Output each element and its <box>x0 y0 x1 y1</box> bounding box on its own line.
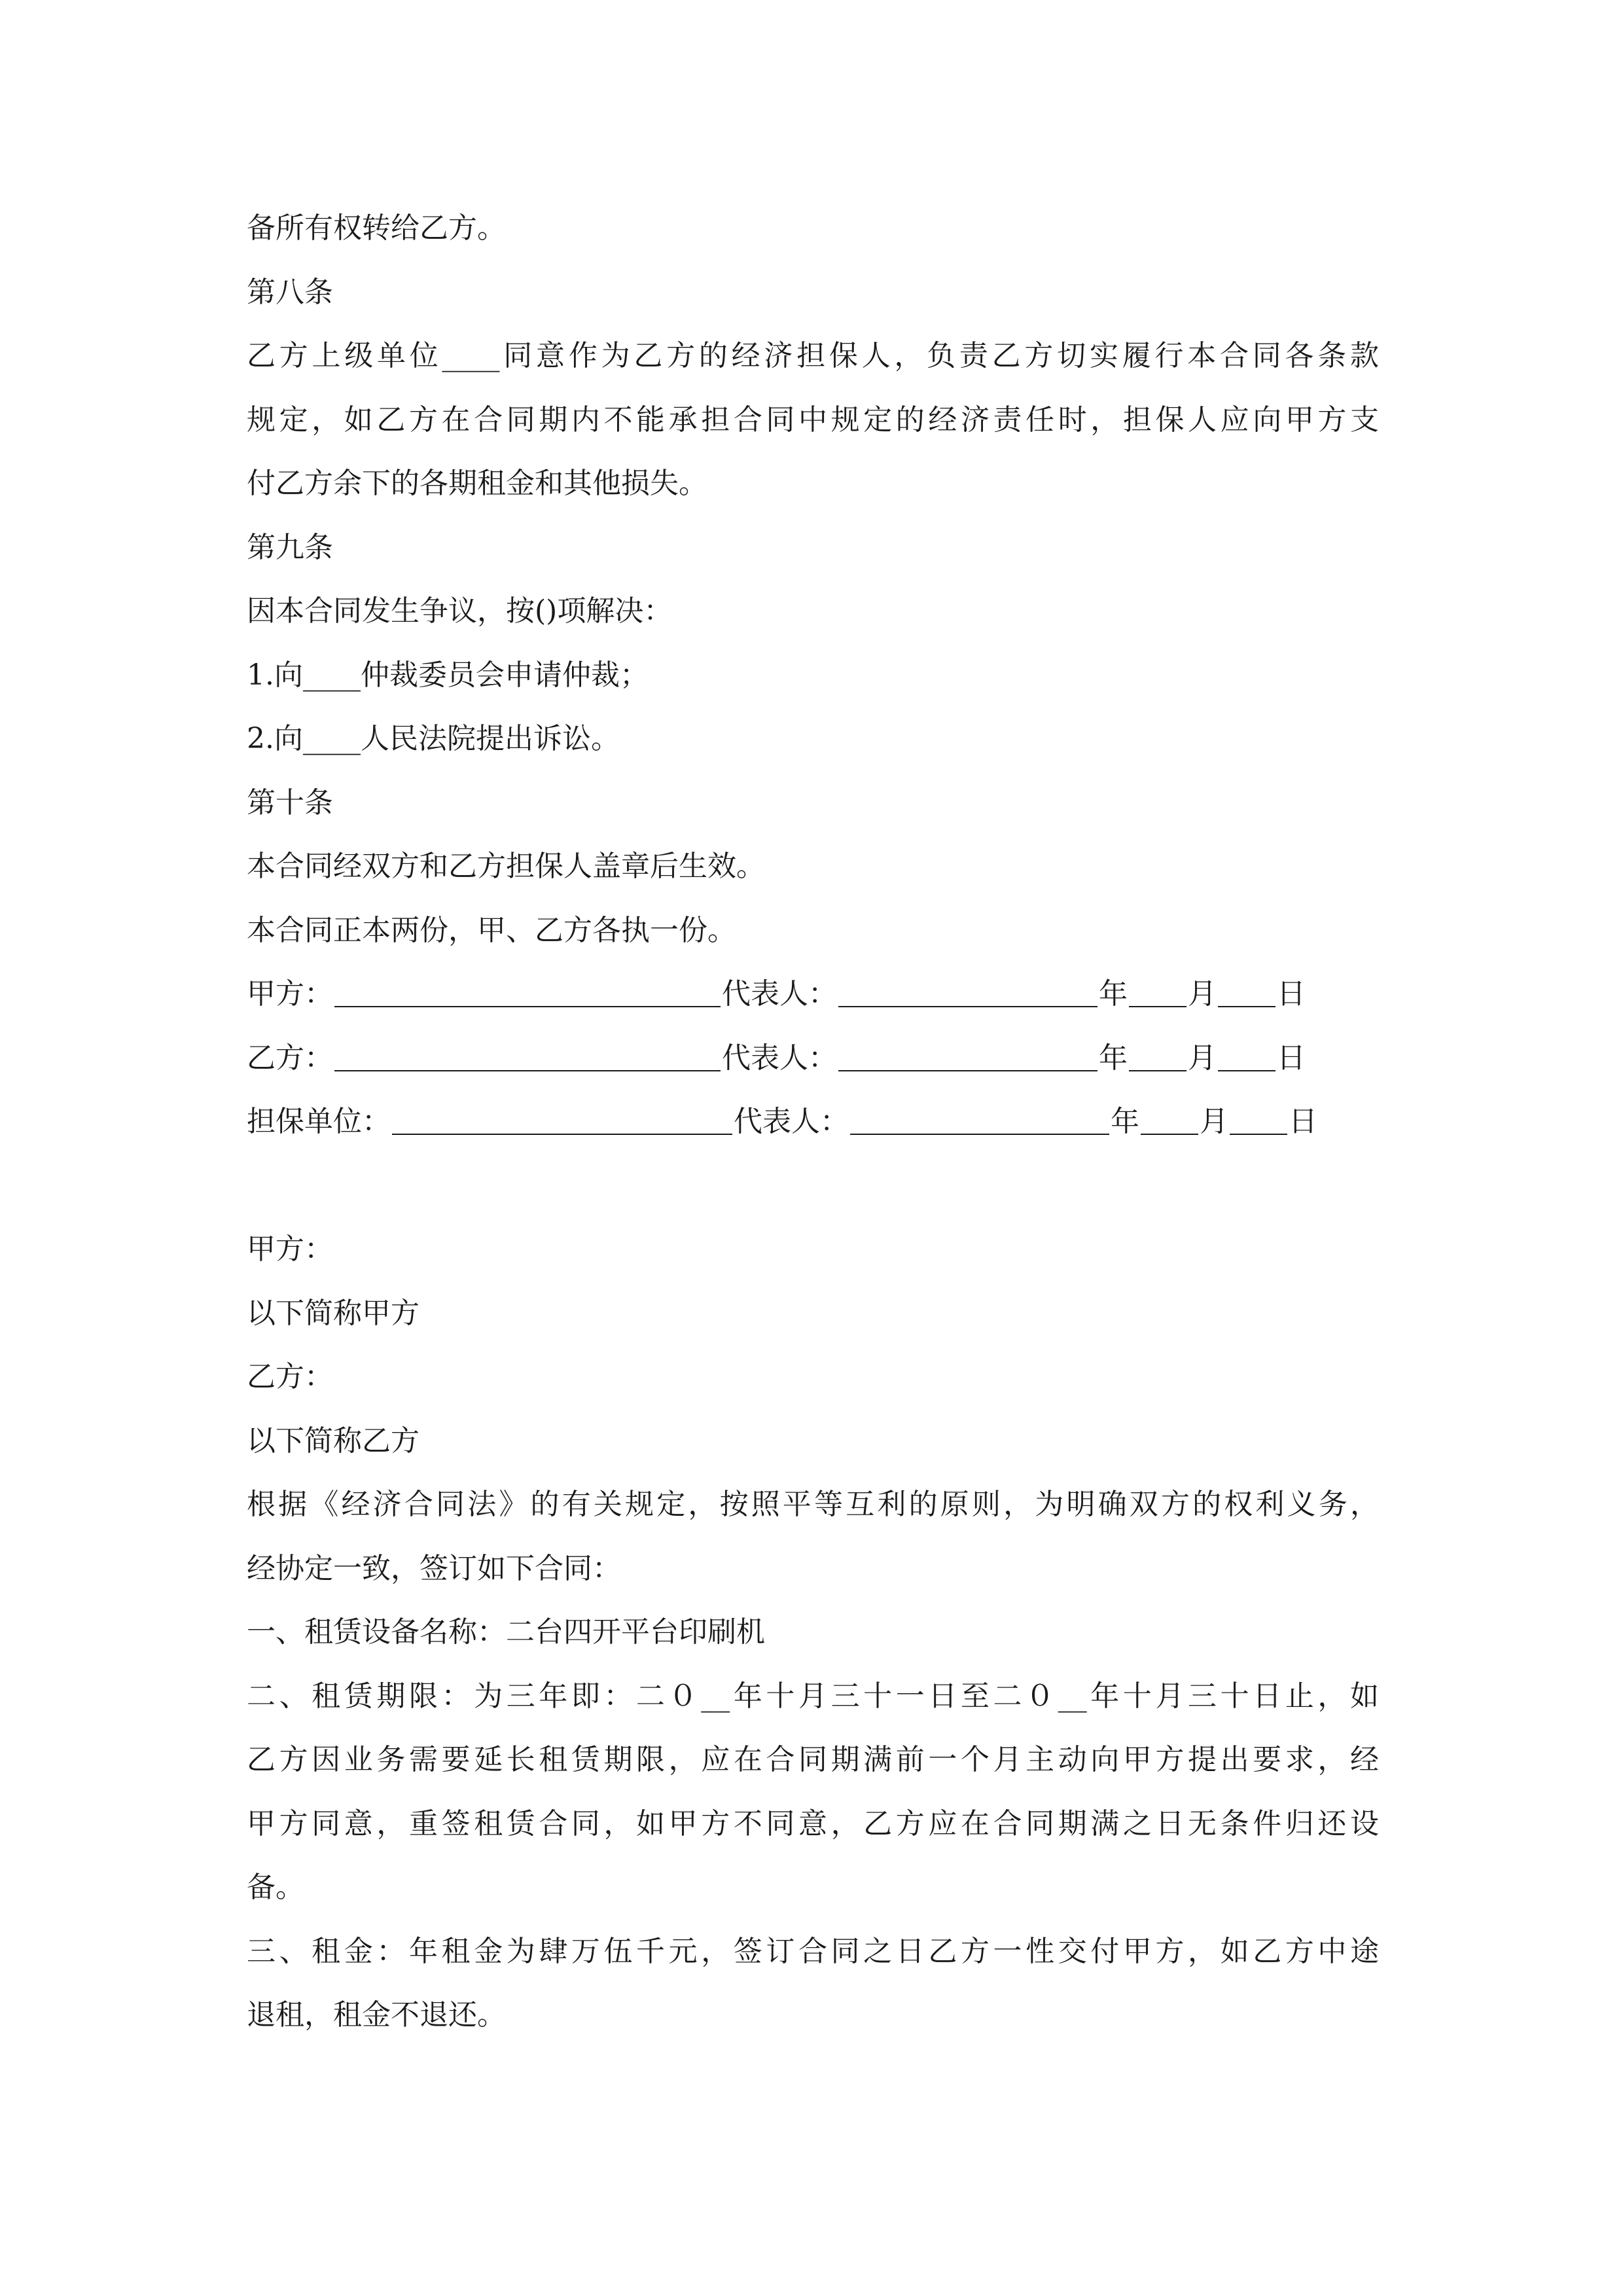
representative-blank <box>838 976 1097 1007</box>
text-line: 以下简称乙方 <box>247 1424 419 1458</box>
year-label: 年 <box>1099 977 1128 1011</box>
list-item: 2.向____人民法院提出诉讼。 <box>247 722 620 755</box>
paragraph <box>247 1920 1379 2047</box>
month-blank <box>1129 976 1186 1007</box>
party-line: 甲方： <box>247 1232 333 1266</box>
text-line: 因本合同发生争议，按()项解决： <box>247 594 673 628</box>
day-label: 日 <box>1277 1041 1306 1075</box>
article-heading: 第九条 <box>247 530 333 564</box>
article-heading: 第十条 <box>247 785 333 819</box>
text-line: 甲方同意，重签租赁合同，如甲方不同意，乙方应在合同期满之日无条件归还设 <box>247 1806 1379 1840</box>
text-line: 备。 <box>247 1871 304 1904</box>
month-blank <box>1129 1040 1186 1071</box>
day-label: 日 <box>1277 977 1306 1011</box>
party-line: 乙方： <box>247 1360 333 1393</box>
day-label: 日 <box>1289 1105 1317 1138</box>
representative-label: 代表人： <box>722 977 837 1011</box>
month-label: 月 <box>1200 1105 1228 1138</box>
text-line: 备所有权转给乙方。 <box>247 211 506 245</box>
text-line: 本合同正本两份，甲、乙方各执一份。 <box>247 913 736 947</box>
clause-line: 一、租赁设备名称：二台四开平台印刷机 <box>247 1615 765 1649</box>
month-label: 月 <box>1188 977 1217 1011</box>
month-blank <box>1141 1103 1198 1135</box>
text-line: 付乙方余下的各期租金和其他损失。 <box>247 467 707 500</box>
text-line: 规定，如乙方在合同期内不能承担合同中规定的经济责任时，担保人应向甲方支 <box>247 403 1379 437</box>
text-line: 退租，租金不退还。 <box>247 1998 506 2032</box>
paragraph <box>247 1473 1379 1600</box>
year-label: 年 <box>1099 1041 1128 1075</box>
representative-label: 代表人： <box>734 1105 849 1138</box>
paragraph <box>247 324 1379 516</box>
clause-line: 三、租金：年租金为肆万伍千元，签订合同之日乙方一性交付甲方，如乙方中途 <box>247 1934 1379 1968</box>
party-name-blank <box>334 1040 721 1071</box>
contract-page <box>247 196 1379 2047</box>
signature-row <box>247 1026 1379 1090</box>
representative-label: 代表人： <box>722 1041 837 1075</box>
day-blank <box>1218 976 1275 1007</box>
party-label: 甲方： <box>247 977 333 1011</box>
paragraph <box>247 1664 1379 1920</box>
text-line: 乙方上级单位____同意作为乙方的经济担保人，负责乙方切实履行本合同各条款 <box>247 339 1379 372</box>
article-heading: 第八条 <box>247 275 333 309</box>
year-label: 年 <box>1111 1105 1139 1138</box>
text-line: 乙方因业务需要延长租赁期限，应在合同期满前一个月主动向甲方提出要求，经 <box>247 1743 1379 1776</box>
text-line: 本合同经双方和乙方担保人盖章后生效。 <box>247 850 765 883</box>
party-label: 乙方： <box>247 1041 333 1075</box>
text-line: 经协定一致，签订如下合同： <box>247 1551 621 1585</box>
day-blank <box>1230 1103 1287 1135</box>
signature-row <box>247 962 1379 1026</box>
party-name-blank <box>334 976 721 1007</box>
party-name-blank <box>392 1103 732 1135</box>
representative-blank <box>838 1040 1097 1071</box>
day-blank <box>1218 1040 1275 1071</box>
clause-line: 二、租赁期限：为三年即：二０__年十月三十一日至二０__年十月三十日止，如 <box>247 1679 1379 1713</box>
month-label: 月 <box>1188 1041 1217 1075</box>
signature-row <box>247 1090 1379 1154</box>
text-line: 以下简称甲方 <box>247 1296 419 1330</box>
party-label: 担保单位： <box>247 1105 391 1138</box>
text-line: 根据《经济合同法》的有关规定，按照平等互利的原则，为明确双方的权利义务， <box>247 1488 1379 1521</box>
representative-blank <box>850 1103 1109 1135</box>
spacer <box>247 1154 1379 1218</box>
list-item: 1.向____仲裁委员会申请仲裁； <box>247 658 649 692</box>
